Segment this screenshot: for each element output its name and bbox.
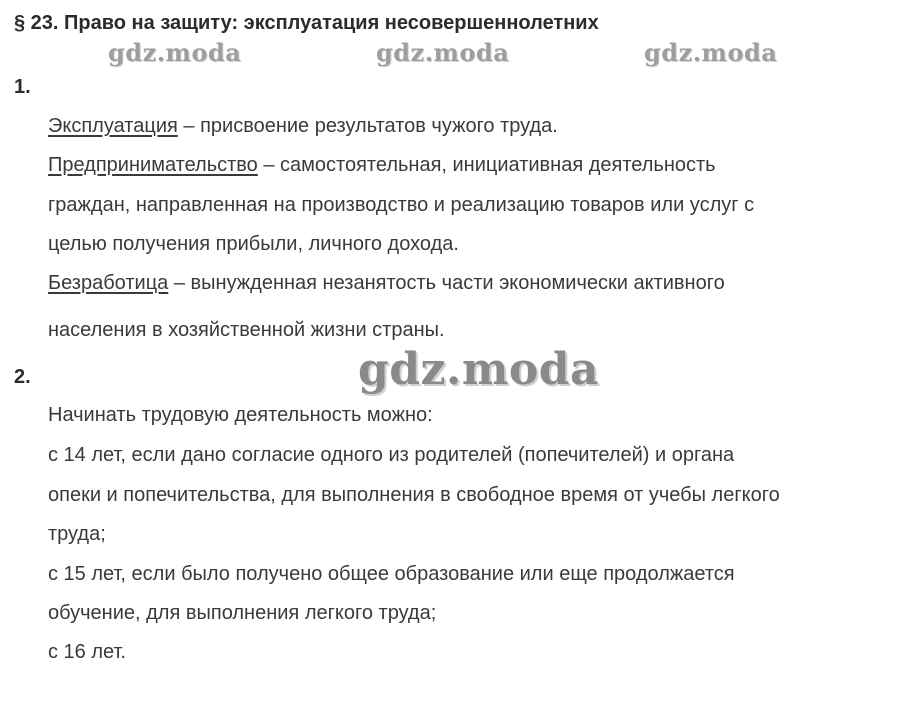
definition-unemployment <box>48 272 725 295</box>
definition-text: – присвоение результатов чужого труда. <box>177 115 558 137</box>
definition-entrepreneurship <box>48 154 716 177</box>
watermark-large: gdz.moda <box>358 344 600 395</box>
watermark-1: gdz.moda <box>108 38 242 67</box>
definition-exploitation <box>48 115 558 138</box>
task-2-line: труда; <box>48 523 106 545</box>
task-1-number: 1. <box>14 76 31 98</box>
term-entrepreneurship: Предпринимательство <box>48 154 258 176</box>
task-2-line: с 16 лет. <box>48 641 126 663</box>
watermark-2: gdz.moda <box>376 38 510 67</box>
definition-text: – вынужденная незанятость части экономически активного <box>168 272 725 294</box>
definition-continuation: населения в хозяйственной жизни страны. <box>48 319 445 341</box>
task-2-number: 2. <box>14 366 31 388</box>
definition-text: – самостоятельная, инициативная деятельность <box>257 154 716 176</box>
task-2-line: с 14 лет, если дано согласие одного из родителей (попечителей) и органа <box>48 444 735 466</box>
page-title: § 23. Право на защиту: эксплуатация несовершеннолетних <box>14 12 599 34</box>
task-2-line: Начинать трудовую деятельность можно: <box>48 404 433 426</box>
task-2-line: обучение, для выполнения легкого труда; <box>48 602 437 624</box>
task-2-line: опеки и попечительства, для выполнения в свободное время от учебы легкого <box>48 484 780 506</box>
term-exploitation: Эксплуатация <box>48 115 178 137</box>
watermark-3: gdz.moda <box>644 38 778 67</box>
task-2-line: с 15 лет, если было получено общее образование или еще продолжается <box>48 563 735 585</box>
definition-continuation: целью получения прибыли, личного дохода. <box>48 233 459 255</box>
term-unemployment: Безработица <box>48 272 169 294</box>
definition-continuation: граждан, направленная на производство и реализацию товаров или услуг с <box>48 194 755 216</box>
